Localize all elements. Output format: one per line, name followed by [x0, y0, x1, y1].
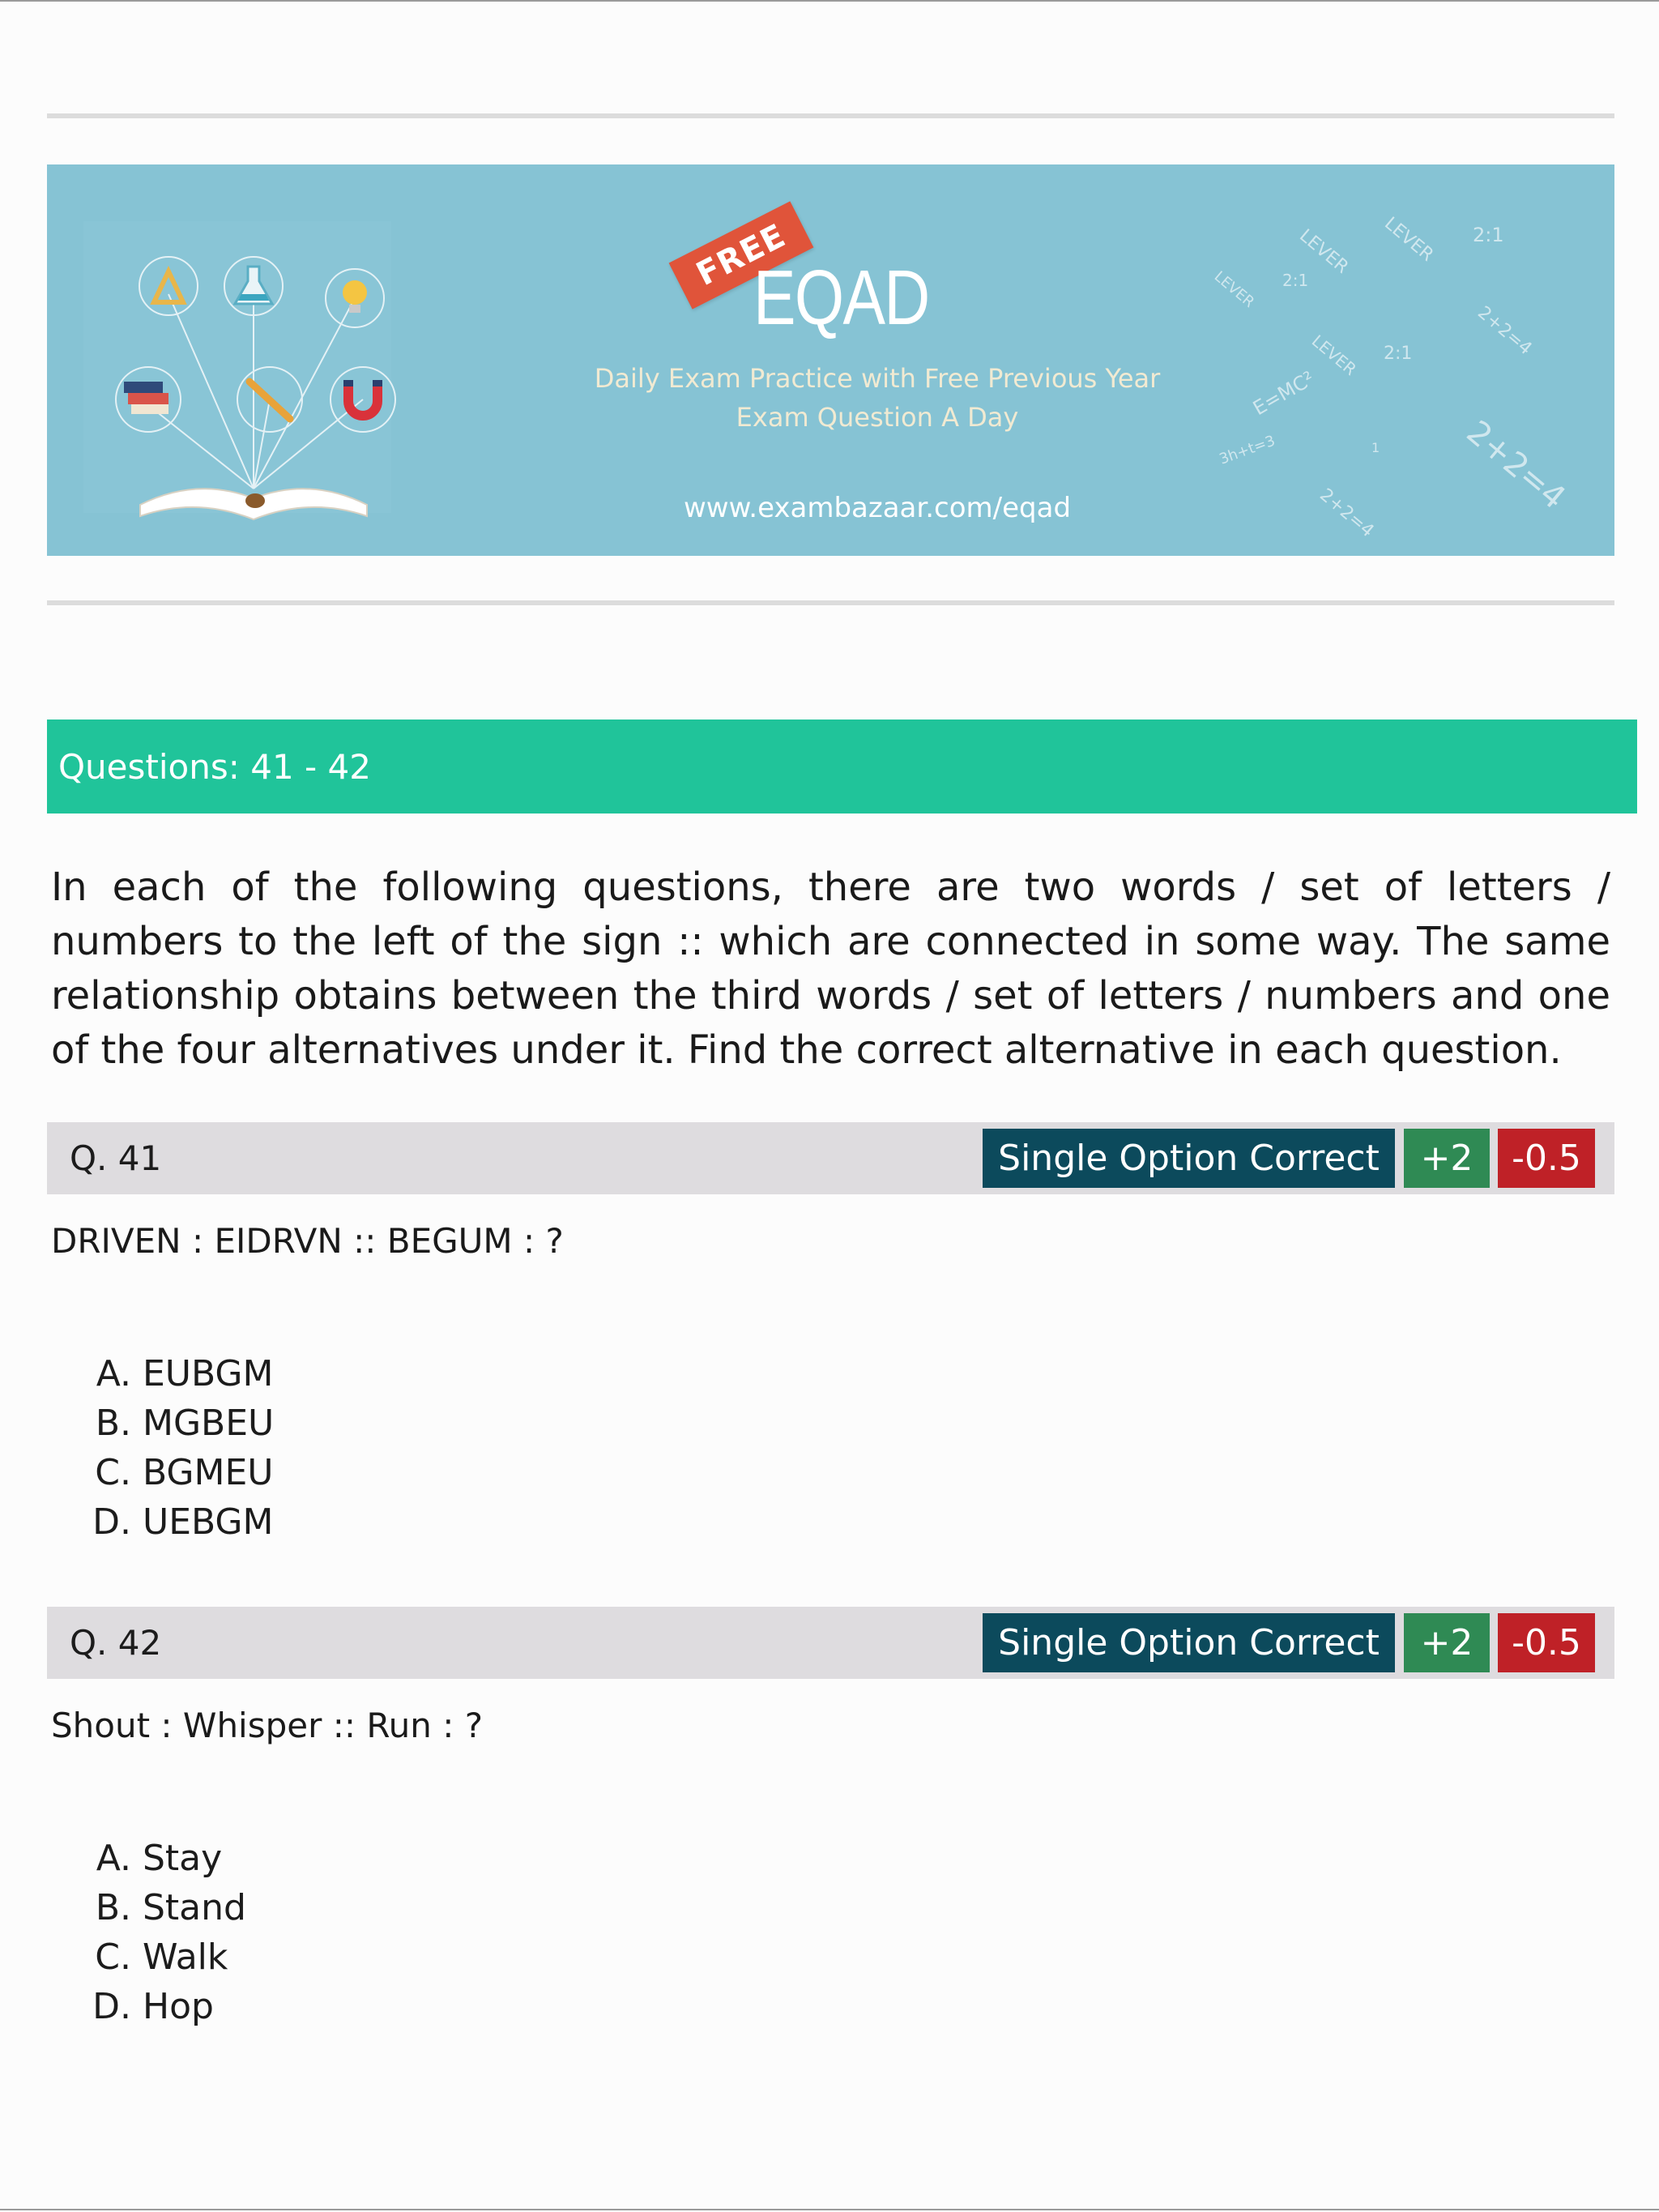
- svg-text:3h+t=3: 3h+t=3: [1217, 432, 1277, 468]
- option-c[interactable]: [81, 1448, 274, 1497]
- question-number: Q. 41: [70, 1138, 162, 1178]
- question-text: DRIVEN : EIDRVN :: BEGUM : ?: [51, 1221, 564, 1261]
- option-text: Walk: [143, 1937, 228, 1978]
- option-list: [81, 1349, 274, 1547]
- tagline-line-1: Daily Exam Practice with Free Previous Year: [594, 363, 1161, 394]
- banner-url: www.exambazaar.com/eqad: [683, 492, 1072, 524]
- divider-top: [47, 113, 1614, 118]
- section-header: [47, 720, 1637, 813]
- banner-tagline: [501, 359, 1254, 437]
- option-letter: B.: [95, 1887, 131, 1928]
- question-header-42: [47, 1607, 1614, 1679]
- option-text: Stay: [143, 1838, 223, 1879]
- free-ribbon: FREE: [669, 201, 814, 309]
- option-text: Stand: [143, 1887, 246, 1928]
- svg-text:2:1: 2:1: [1473, 224, 1504, 246]
- option-text: UEBGM: [143, 1501, 274, 1543]
- option-d[interactable]: [81, 1982, 246, 2031]
- marks-wrong-badge: -0.5: [1498, 1613, 1595, 1672]
- svg-text:LEVER: LEVER: [1380, 213, 1438, 266]
- option-text: EUBGM: [143, 1353, 274, 1394]
- question-type-badge: Single Option Correct: [983, 1129, 1395, 1188]
- eqad-banner: [47, 164, 1614, 556]
- question-header-41: [47, 1122, 1614, 1194]
- marks-wrong-badge: -0.5: [1498, 1129, 1595, 1188]
- option-text: BGMEU: [143, 1452, 274, 1493]
- option-letter: C.: [95, 1937, 131, 1978]
- svg-text:1: 1: [1371, 440, 1380, 455]
- option-a[interactable]: [81, 1349, 274, 1399]
- question-text: Shout : Whisper :: Run : ?: [51, 1706, 484, 1745]
- svg-text:LEVER: LEVER: [1307, 331, 1361, 379]
- marks-correct-badge: +2: [1404, 1613, 1490, 1672]
- marks-correct-badge: +2: [1404, 1129, 1490, 1188]
- option-letter: C.: [95, 1452, 131, 1493]
- top-border: [0, 0, 1659, 2]
- bottom-border: [0, 2209, 1659, 2210]
- section-title: Questions: 41 - 42: [58, 746, 371, 787]
- option-letter: A.: [96, 1838, 131, 1879]
- eqad-logo-text: EQAD: [753, 254, 929, 341]
- question-type-badge: Single Option Correct: [983, 1613, 1395, 1672]
- option-list: [81, 1834, 246, 2031]
- svg-text:2+2=4: 2+2=4: [1316, 485, 1378, 542]
- option-b[interactable]: [81, 1399, 274, 1448]
- svg-text:2:1: 2:1: [1384, 344, 1413, 364]
- option-b[interactable]: [81, 1883, 246, 1932]
- option-letter: D.: [92, 1501, 131, 1543]
- option-letter: D.: [92, 1986, 131, 2027]
- svg-text:2+2=4: 2+2=4: [1473, 302, 1536, 360]
- svg-text:LEVER: LEVER: [1210, 267, 1258, 311]
- tagline-line-2: Exam Question A Day: [736, 402, 1019, 433]
- divider-bottom: [47, 600, 1614, 605]
- option-text: Hop: [143, 1986, 214, 2027]
- option-a[interactable]: [81, 1834, 246, 1883]
- svg-text:E=MC²: E=MC²: [1249, 366, 1319, 421]
- instructions-paragraph: In each of the following questions, there are two words / set of letters / numbers to the left of the sign :: which are connected in some way. The same relationship obtains between the third words / set of letters / numbers and one of the four alternatives under it. Find the correct alternative in each question.: [51, 865, 1610, 1073]
- question-number: Q. 42: [70, 1623, 162, 1663]
- svg-text:2+2=4: 2+2=4: [1459, 413, 1572, 517]
- option-d[interactable]: [81, 1497, 274, 1547]
- svg-text:2:1: 2:1: [1282, 271, 1309, 290]
- option-c[interactable]: [81, 1932, 246, 1982]
- option-letter: A.: [96, 1353, 131, 1394]
- option-text: MGBEU: [143, 1403, 275, 1444]
- option-letter: B.: [95, 1403, 131, 1444]
- svg-text:LEVER: LEVER: [1295, 225, 1353, 278]
